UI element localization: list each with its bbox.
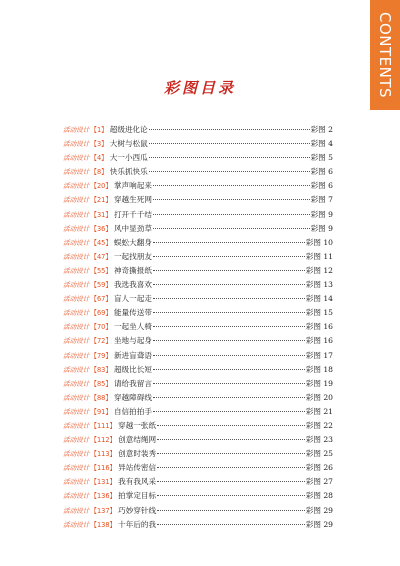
entry-page: 彩图 2	[310, 125, 333, 134]
entry-number: 【36】	[90, 224, 112, 233]
toc-entry[interactable]	[63, 335, 333, 349]
entry-page: 彩图 4	[310, 139, 333, 149]
dot-leader	[157, 453, 305, 454]
series-label: 活动设计	[63, 224, 90, 233]
toc-entry[interactable]	[63, 124, 333, 138]
series-label: 活动设计	[63, 168, 90, 177]
entry-page: 彩图 27	[305, 477, 333, 487]
series-label: 活动设计	[63, 407, 90, 416]
toc-entry[interactable]	[63, 519, 333, 533]
toc-entry[interactable]	[63, 180, 333, 194]
entry-title: 我有我风采	[118, 477, 157, 487]
entry-title: 创意结绳网	[118, 435, 157, 445]
entry-title: 十年后的我	[118, 519, 157, 529]
entry-title: 大树与松鼠	[109, 139, 148, 149]
series-label: 活动设计	[63, 238, 90, 247]
entry-title: 我选我喜欢	[113, 280, 152, 290]
series-label: 活动设计	[63, 393, 90, 402]
dot-leader	[153, 355, 305, 356]
entry-number: 【113】	[90, 450, 117, 459]
entry-page: 彩图 9	[310, 209, 333, 219]
entry-page: 彩图 20	[305, 392, 333, 402]
dot-leader	[149, 143, 310, 144]
entry-page: 彩图 28	[305, 491, 333, 501]
entry-title: 创意时装秀	[118, 449, 157, 459]
entry-number: 【1】	[90, 126, 108, 134]
entry-number: 【69】	[90, 309, 112, 318]
series-label: 活动设计	[63, 196, 90, 205]
entry-number: 【131】	[90, 478, 117, 487]
toc-entry[interactable]	[63, 152, 333, 166]
entry-title: 大一小西瓜	[109, 153, 148, 163]
toc-entry[interactable]	[63, 209, 333, 223]
entry-page: 彩图 29	[305, 505, 333, 515]
entry-page: 彩图 29	[305, 519, 333, 529]
entry-number: 【67】	[90, 295, 112, 304]
entry-number: 【55】	[90, 266, 112, 275]
series-label: 活动设计	[63, 210, 90, 219]
entry-number: 【79】	[90, 351, 112, 360]
entry-page: 彩图 11	[305, 251, 333, 261]
toc-entry[interactable]	[63, 364, 333, 378]
entry-number: 【112】	[90, 436, 117, 445]
series-label: 活动设计	[63, 281, 90, 290]
toc-entry[interactable]	[63, 265, 333, 279]
entry-number: 【47】	[90, 252, 112, 261]
entry-page: 彩图 13	[305, 280, 333, 290]
entry-page: 彩图 12	[305, 265, 333, 275]
series-label: 活动设计	[63, 450, 90, 459]
entry-number: 【3】	[90, 140, 108, 149]
toc-entry[interactable]	[63, 194, 333, 208]
entry-number: 【88】	[90, 393, 112, 402]
entry-page: 彩图 18	[305, 364, 333, 374]
dot-leader	[157, 510, 305, 511]
entry-title: 风中显劲草	[113, 223, 152, 233]
toc-entry[interactable]	[63, 138, 333, 152]
entry-title: 能量传送带	[113, 308, 152, 318]
toc-entry[interactable]	[63, 223, 333, 237]
toc-entry[interactable]	[63, 505, 333, 519]
toc-entry[interactable]	[63, 448, 333, 462]
dot-leader	[153, 228, 310, 229]
entry-number: 【70】	[90, 323, 112, 332]
series-label: 活动设计	[63, 351, 90, 360]
entry-title: 掌声响起来	[113, 181, 152, 191]
dot-leader	[153, 270, 305, 271]
entry-title: 超级比长短	[113, 364, 152, 374]
entry-page: 彩图 9	[310, 223, 333, 233]
dot-leader	[153, 284, 305, 285]
entry-page: 彩图 25	[305, 449, 333, 459]
dot-leader	[157, 481, 305, 482]
entry-number: 【31】	[90, 210, 112, 219]
entry-title: 一起坐人椅	[113, 322, 152, 332]
series-label: 活动设计	[63, 478, 90, 487]
toc-entry[interactable]	[63, 350, 333, 364]
entry-number: 【8】	[90, 168, 108, 177]
entry-page: 彩图 19	[305, 378, 333, 388]
entry-title: 超级进化论	[109, 125, 148, 134]
toc-entry[interactable]	[63, 321, 333, 335]
dot-leader	[153, 256, 305, 257]
entry-page: 彩图 21	[305, 406, 333, 416]
toc-entry[interactable]	[63, 476, 333, 490]
series-label: 活动设计	[63, 266, 90, 275]
dot-leader	[157, 425, 305, 426]
entry-page: 彩图 16	[305, 322, 333, 332]
toc-entry[interactable]	[63, 406, 333, 420]
entry-number: 【83】	[90, 365, 112, 374]
dot-leader	[153, 242, 305, 243]
dot-leader	[157, 495, 305, 496]
toc-entry[interactable]	[63, 237, 333, 251]
entry-title: 异站传密信	[118, 463, 157, 473]
dot-leader	[153, 185, 310, 186]
series-label: 活动设计	[63, 154, 90, 163]
dot-leader	[149, 171, 310, 172]
entry-page: 彩图 26	[305, 463, 333, 473]
toc-entry[interactable]	[63, 293, 333, 307]
entry-title: 坐地与起身	[113, 336, 152, 346]
toc-entry[interactable]	[63, 392, 333, 406]
series-label: 活动设计	[63, 464, 90, 473]
entry-page: 彩图 23	[305, 435, 333, 445]
dot-leader	[149, 157, 310, 158]
series-label: 活动设计	[63, 126, 90, 134]
series-label: 活动设计	[63, 365, 90, 374]
entry-title: 新进盲聋语	[113, 350, 152, 360]
entry-page: 彩图 17	[305, 350, 333, 360]
series-label: 活动设计	[63, 309, 90, 318]
dot-leader	[157, 467, 305, 468]
entry-title: 自信拍拍手	[113, 406, 152, 416]
entry-title: 蜈蚣大翻身	[113, 237, 152, 247]
entry-title: 拍掌定目标	[118, 491, 157, 501]
series-label: 活动设计	[63, 421, 90, 430]
dot-leader	[153, 214, 310, 215]
entry-title: 神奇撕报纸	[113, 265, 152, 275]
dot-leader	[157, 524, 305, 525]
entry-page: 彩图 16	[305, 336, 333, 346]
toc-entry[interactable]	[63, 420, 333, 434]
dot-leader	[153, 199, 310, 200]
entry-number: 【59】	[90, 281, 112, 290]
series-label: 活动设计	[63, 295, 90, 304]
dot-leader	[153, 397, 305, 398]
entry-title: 穿越一张纸	[118, 420, 157, 430]
dot-leader	[153, 383, 305, 384]
dot-leader	[153, 369, 305, 370]
entry-title: 请给我留言	[113, 378, 152, 388]
dot-leader	[157, 439, 305, 440]
entry-page: 彩图 22	[305, 420, 333, 430]
entry-page: 彩图 6	[310, 167, 333, 177]
entry-number: 【137】	[90, 506, 117, 515]
series-label: 活动设计	[63, 506, 90, 515]
entry-title: 穿越生死网	[113, 195, 152, 205]
entry-title: 一起找朋友	[113, 251, 152, 261]
entry-number: 【116】	[90, 464, 117, 473]
toc-entry[interactable]	[63, 166, 333, 180]
toc-entry[interactable]	[63, 378, 333, 392]
toc-entry[interactable]	[63, 434, 333, 448]
entry-page: 彩图 15	[305, 308, 333, 318]
entry-number: 【45】	[90, 238, 112, 247]
toc-entry[interactable]	[63, 490, 333, 504]
series-label: 活动设计	[63, 436, 90, 445]
toc-entry[interactable]	[63, 462, 333, 476]
dot-leader	[153, 326, 305, 327]
entry-number: 【85】	[90, 379, 112, 388]
entry-number: 【4】	[90, 154, 108, 163]
entry-number: 【20】	[90, 182, 112, 191]
dot-leader	[153, 312, 305, 313]
series-label: 活动设计	[63, 182, 90, 191]
entry-title: 快乐抓快乐	[109, 167, 148, 177]
entry-number: 【21】	[90, 196, 112, 205]
contents-label: CONTENTS	[376, 11, 394, 99]
toc-entry[interactable]	[63, 279, 333, 293]
series-label: 活动设计	[63, 252, 90, 261]
dot-leader	[153, 298, 305, 299]
series-label: 活动设计	[63, 140, 90, 149]
entry-page: 彩图 7	[310, 195, 333, 205]
dot-leader	[153, 340, 305, 341]
dot-leader	[149, 129, 310, 130]
entry-title: 穿越障碍线	[113, 392, 152, 402]
entry-number: 【138】	[90, 520, 117, 529]
entry-title: 打开千千结	[113, 209, 152, 219]
entry-number: 【111】	[90, 421, 117, 430]
dot-leader	[153, 411, 305, 412]
series-label: 活动设计	[63, 379, 90, 388]
toc-entry[interactable]	[63, 307, 333, 321]
series-label: 活动设计	[63, 492, 90, 501]
entry-number: 【91】	[90, 407, 112, 416]
series-label: 活动设计	[63, 323, 90, 332]
entry-title: 盲人一起走	[113, 294, 152, 304]
entry-title: 巧妙穿针线	[118, 505, 157, 515]
entry-number: 【136】	[90, 492, 117, 501]
page-title: 彩图目录	[163, 79, 236, 97]
series-label: 活动设计	[63, 337, 90, 346]
series-label: 活动设计	[63, 520, 90, 529]
toc-list	[63, 124, 333, 533]
entry-page: 彩图 10	[305, 237, 333, 247]
toc-entry[interactable]	[63, 251, 333, 265]
entry-page: 彩图 5	[310, 153, 333, 163]
entry-page: 彩图 6	[310, 181, 333, 191]
entry-page: 彩图 14	[305, 294, 333, 304]
entry-number: 【72】	[90, 337, 112, 346]
